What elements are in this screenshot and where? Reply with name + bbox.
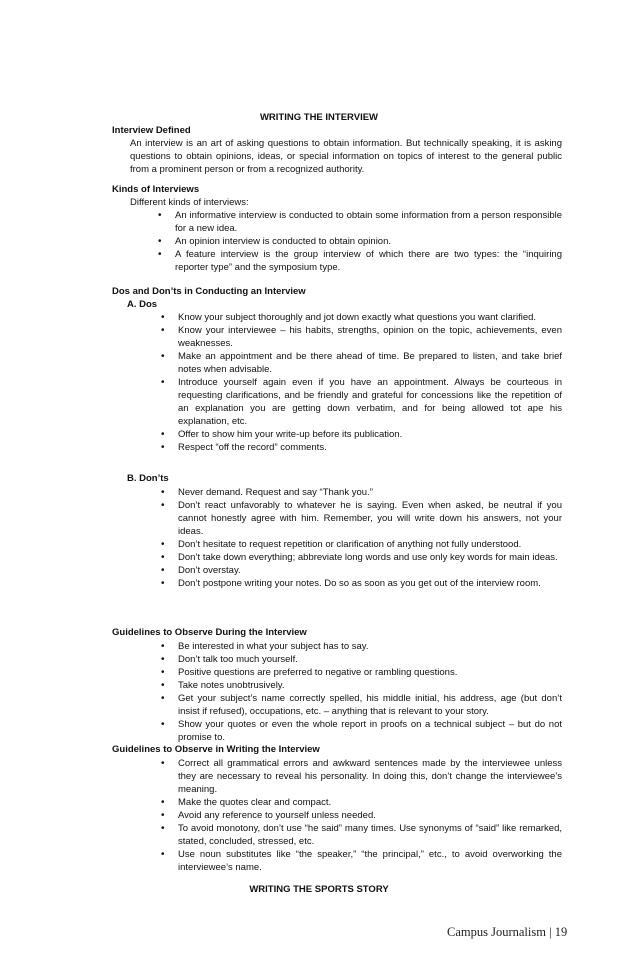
section-heading-guidelines-writing: Guidelines to Observe in Writing the Interview (112, 744, 320, 755)
list-item-text: Avoid any reference to yourself unless needed. (178, 810, 376, 821)
list-item-text: To avoid monotony, don’t use “he said” many times. Use synonyms of “said” like remarked, stated, concluded, stressed, etc. (178, 823, 562, 847)
list-item-text: Be interested in what your subject has to say. (178, 641, 369, 652)
dos-list (161, 311, 562, 454)
bullet-icon: • (158, 249, 162, 260)
list-item (161, 796, 562, 809)
interview-definition-paragraph: An interview is an art of asking questions to obtain information. But technically speaking, it is asking questions to obtain opinions, ideas, or special information on topics of interest to the general public from a prominent person or from a recognized authority. (130, 138, 562, 175)
bullet-icon: • (158, 210, 162, 221)
list-item (158, 209, 562, 235)
bullet-icon: • (161, 823, 165, 834)
list-item-text: Respect “off the record” comments. (178, 442, 327, 453)
list-item (161, 640, 562, 653)
bullet-icon: • (161, 312, 165, 323)
list-item-text: Don’t hesitate to request repetition or clarification of anything not fully understood. (178, 539, 522, 550)
page-title: WRITING THE INTERVIEW (259, 112, 379, 123)
list-item-text: Make an appointment and be there ahead of time. Be prepared to listen, and take brief notes when advisable. (178, 351, 562, 375)
list-item (161, 653, 562, 666)
list-item (161, 551, 562, 564)
list-item (161, 679, 562, 692)
bullet-icon: • (161, 719, 165, 730)
donts-list (161, 486, 562, 590)
subheading-dos: A. Dos (127, 299, 158, 310)
list-item (161, 441, 562, 454)
next-section-title: WRITING THE SPORTS STORY (249, 884, 389, 895)
bullet-icon: • (161, 849, 165, 860)
list-item-text: Offer to show him your write-up before its publication. (178, 429, 403, 440)
list-item-text: Get your subject’s name correctly spelled, his middle initial, his address, age (but don’t insist if refused), occupations, etc. – anything that is relevant to your story. (178, 693, 562, 717)
bullet-icon: • (161, 797, 165, 808)
list-item (161, 538, 562, 551)
list-item-text: Introduce yourself again even if you have an appointment. Always be courteous in requesting clarifications, and be friendly and grateful for concessions like the repetition of an explanation you are getting down verbatim, and for being allowed tot ape his explanation, etc. (178, 377, 562, 427)
list-item-text: Never demand. Request and say “Thank you.” (178, 487, 373, 498)
list-item (161, 324, 562, 350)
list-item-text: Don’t take down everything; abbreviate long words and use only key words for main ideas. (178, 552, 558, 563)
bullet-icon: • (161, 758, 165, 769)
list-item (161, 692, 562, 718)
bullet-icon: • (161, 539, 165, 550)
list-item-text: An informative interview is conducted to obtain some information from a person responsible for a new idea. (175, 210, 562, 234)
bullet-icon: • (158, 236, 162, 247)
list-item (161, 822, 562, 848)
list-item-text: Know your subject thoroughly and jot down exactly what questions you want clarified. (178, 312, 537, 323)
subheading-donts: B. Don’ts (127, 473, 169, 484)
list-item (161, 311, 562, 324)
bullet-icon: • (161, 667, 165, 678)
list-item (158, 235, 562, 248)
list-item (161, 666, 562, 679)
bullet-icon: • (161, 565, 165, 576)
bullet-icon: • (161, 654, 165, 665)
list-item-text: Take notes unobtrusively. (178, 680, 285, 691)
list-item (161, 428, 562, 441)
list-item-text: Don’t talk too much yourself. (178, 654, 298, 665)
bullet-icon: • (161, 351, 165, 362)
guidelines-during-list (161, 640, 562, 744)
kinds-list (158, 209, 562, 274)
list-item (161, 757, 562, 796)
bullet-icon: • (161, 429, 165, 440)
bullet-icon: • (161, 693, 165, 704)
list-item (161, 577, 562, 590)
section-heading-kinds: Kinds of Interviews (112, 184, 200, 195)
list-item-text: Don’t react unfavorably to whatever he is saying. Even when asked, be neutral if you cannot honestly agree with him. Remember, you will write down his answers, not your ideas. (178, 500, 562, 537)
list-item-text: Make the quotes clear and compact. (178, 797, 332, 808)
bullet-icon: • (161, 578, 165, 589)
list-item (161, 350, 562, 376)
bullet-icon: • (161, 442, 165, 453)
bullet-icon: • (161, 500, 165, 511)
section-heading-interview-defined: Interview Defined (112, 125, 191, 136)
page-footer: Campus Journalism | 19 (447, 925, 568, 939)
bullet-icon: • (161, 377, 165, 388)
list-item-text: Know your interviewee – his habits, strengths, opinion on the topic, achievements, even weaknesses. (178, 325, 562, 349)
list-item-text: An opinion interview is conducted to obtain opinion. (175, 236, 392, 247)
list-item (158, 248, 562, 274)
list-item (161, 718, 562, 744)
guidelines-writing-list (161, 757, 562, 874)
bullet-icon: • (161, 325, 165, 336)
section-heading-dos-donts: Dos and Don’ts in Conducting an Interview (112, 286, 306, 297)
list-item-text: Show your quotes or even the whole report in proofs on a technical subject – but do not promise to. (178, 719, 562, 743)
list-item-text: Use noun substitutes like “the speaker,” “the principal,” etc., to avoid overworking the interviewee’s name. (178, 849, 562, 873)
bullet-icon: • (161, 552, 165, 563)
list-item (161, 564, 562, 577)
list-item (161, 809, 562, 822)
list-item (161, 376, 562, 428)
list-item-text: Don’t postpone writing your notes. Do so as soon as you get out of the interview room. (178, 578, 541, 589)
list-item (161, 499, 562, 538)
list-item-text: Correct all grammatical errors and awkward sentences made by the interviewee unless they are necessary to reveal his personality. In doing this, don’t change the interviewee’s meaning. (178, 758, 562, 795)
bullet-icon: • (161, 810, 165, 821)
list-item (161, 848, 562, 874)
bullet-icon: • (161, 487, 165, 498)
kinds-intro: Different kinds of interviews: (130, 197, 249, 208)
section-heading-guidelines-during: Guidelines to Observe During the Interview (112, 627, 307, 638)
list-item-text: Positive questions are preferred to negative or rambling questions. (178, 667, 458, 678)
list-item-text: A feature interview is the group interview of which there are two types: the “inquiring reporter type” and the symposium type. (175, 249, 562, 273)
bullet-icon: • (161, 641, 165, 652)
bullet-icon: • (161, 680, 165, 691)
list-item-text: Don’t overstay. (178, 565, 241, 576)
list-item (161, 486, 562, 499)
